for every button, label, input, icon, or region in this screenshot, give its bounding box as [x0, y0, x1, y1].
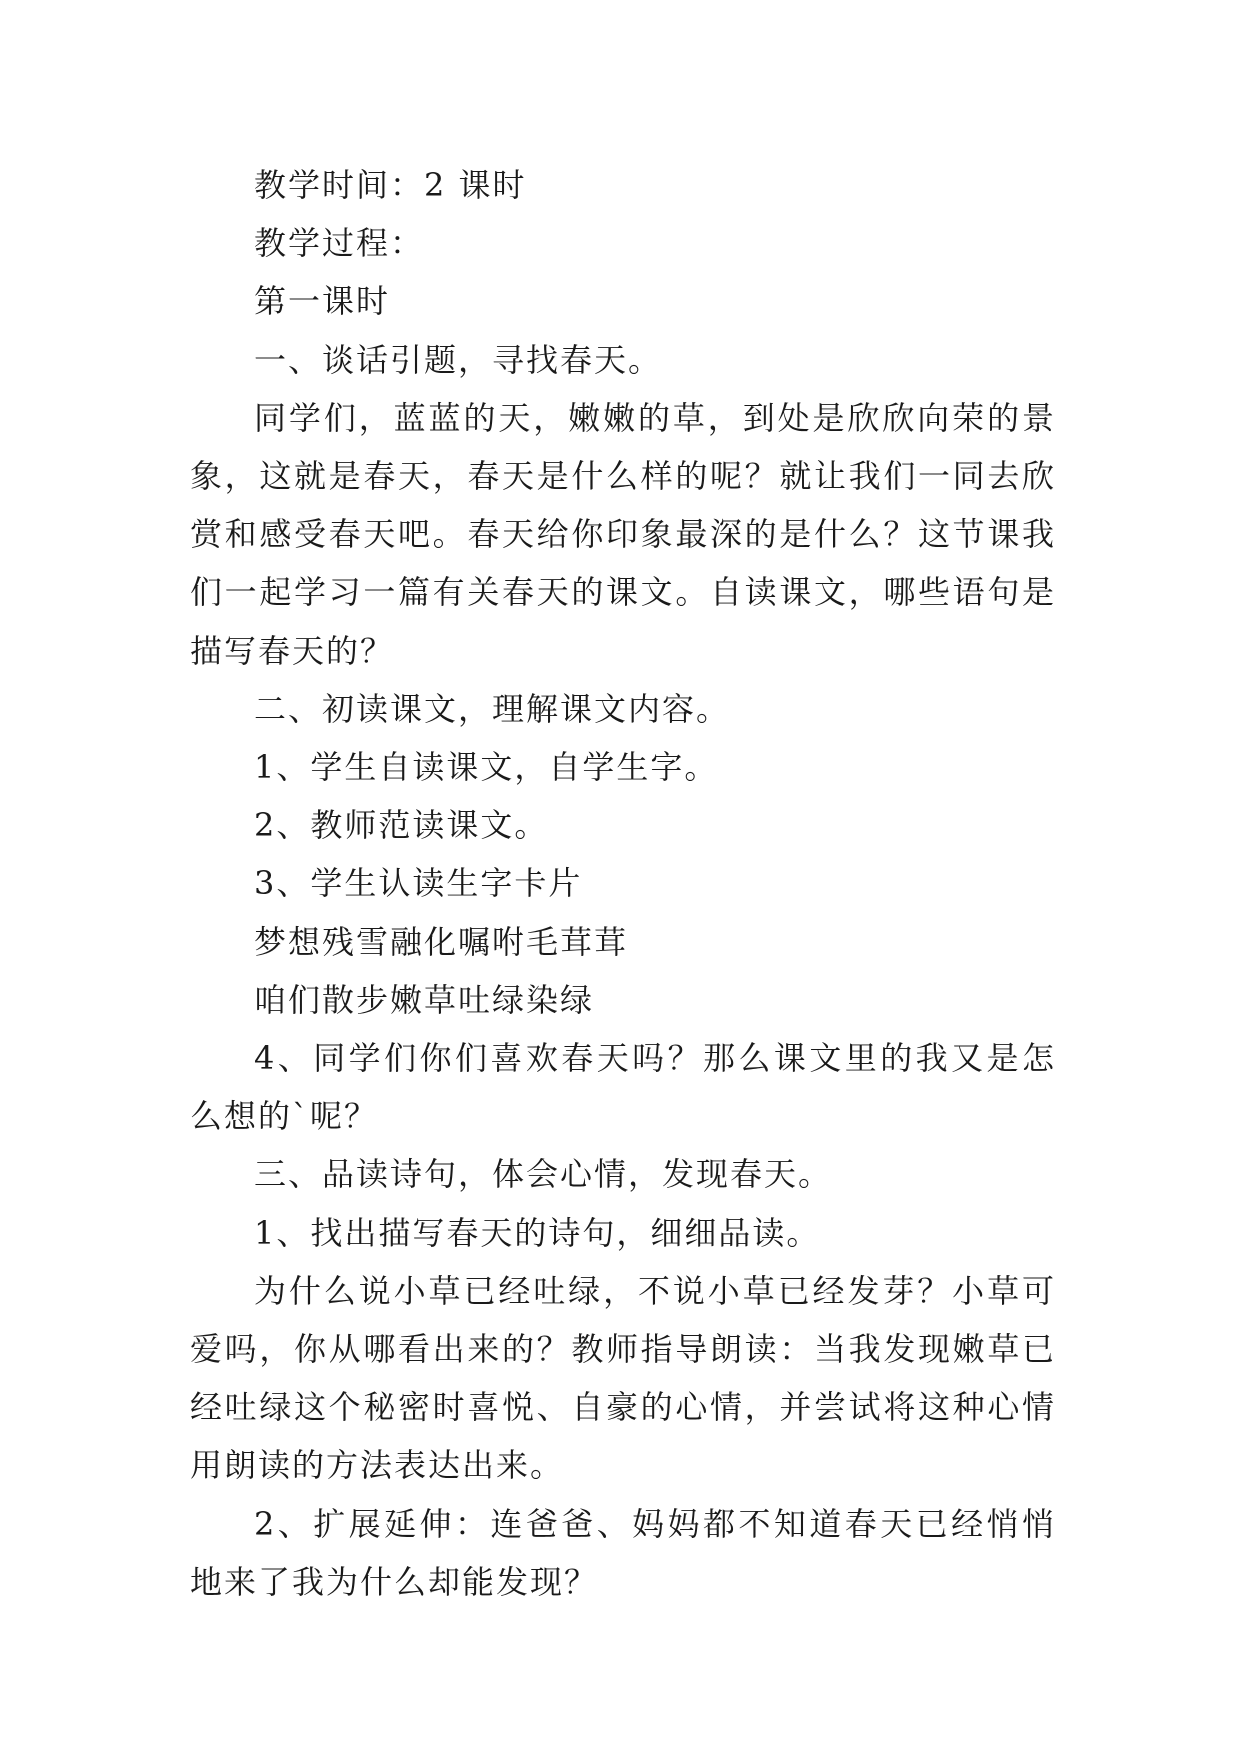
- list-item: 2、教师范读课文。: [254, 806, 549, 845]
- section-three-heading: 三、品读诗句，体会心情，发现春天。: [254, 1155, 833, 1194]
- document-body: [190, 156, 1056, 1611]
- intro-paragraph: 同学们，蓝蓝的天，嫩嫩的草，到处是欣欣向荣的景象，这就是春天，春天是什么样的呢？就让我们一同去欣赏和感受春天吧。春天给你印象最深的是什么？这节课我们一起学习一篇有关春天的课文。自读课文，哪些语句是描写春天的？: [190, 398, 1056, 670]
- section-two-heading: 二、初读课文，理解课文内容。: [254, 689, 731, 728]
- list-item: 1、学生自读课文，自学生字。: [254, 748, 719, 787]
- analysis-paragraph: 为什么说小草已经吐绿，不说小草已经发芽？小草可爱吗，你从哪看出来的？教师指导朗读：当我发现嫩草已经吐绿这个秘密时喜悦、自豪的心情，并尝试将这种心情用朗读的方法表达出来。: [190, 1271, 1056, 1485]
- vocabulary-line: 咱们散步嫩草吐绿染绿: [254, 980, 595, 1019]
- list-item: 1、找出描写春天的诗句，细细品读。: [254, 1213, 821, 1252]
- list-item: 2、扩展延伸：连爸爸、妈妈都不知道春天已经悄悄地来了我为什么却能发现？: [190, 1504, 1056, 1601]
- list-item: 4、同学们你们喜欢春天吗？那么课文里的我又是怎么想的`呢？: [190, 1039, 1056, 1136]
- first-lesson-heading: 第一课时: [254, 282, 391, 321]
- list-item: 3、学生认读生字卡片: [254, 864, 583, 903]
- teaching-time: 教学时间：2 课时: [254, 166, 527, 204]
- vocabulary-line: 梦想残雪融化嘱咐毛茸茸: [254, 922, 629, 961]
- teaching-process-heading: 教学过程：: [254, 224, 425, 263]
- section-one-heading: 一、谈话引题，寻找春天。: [254, 340, 663, 379]
